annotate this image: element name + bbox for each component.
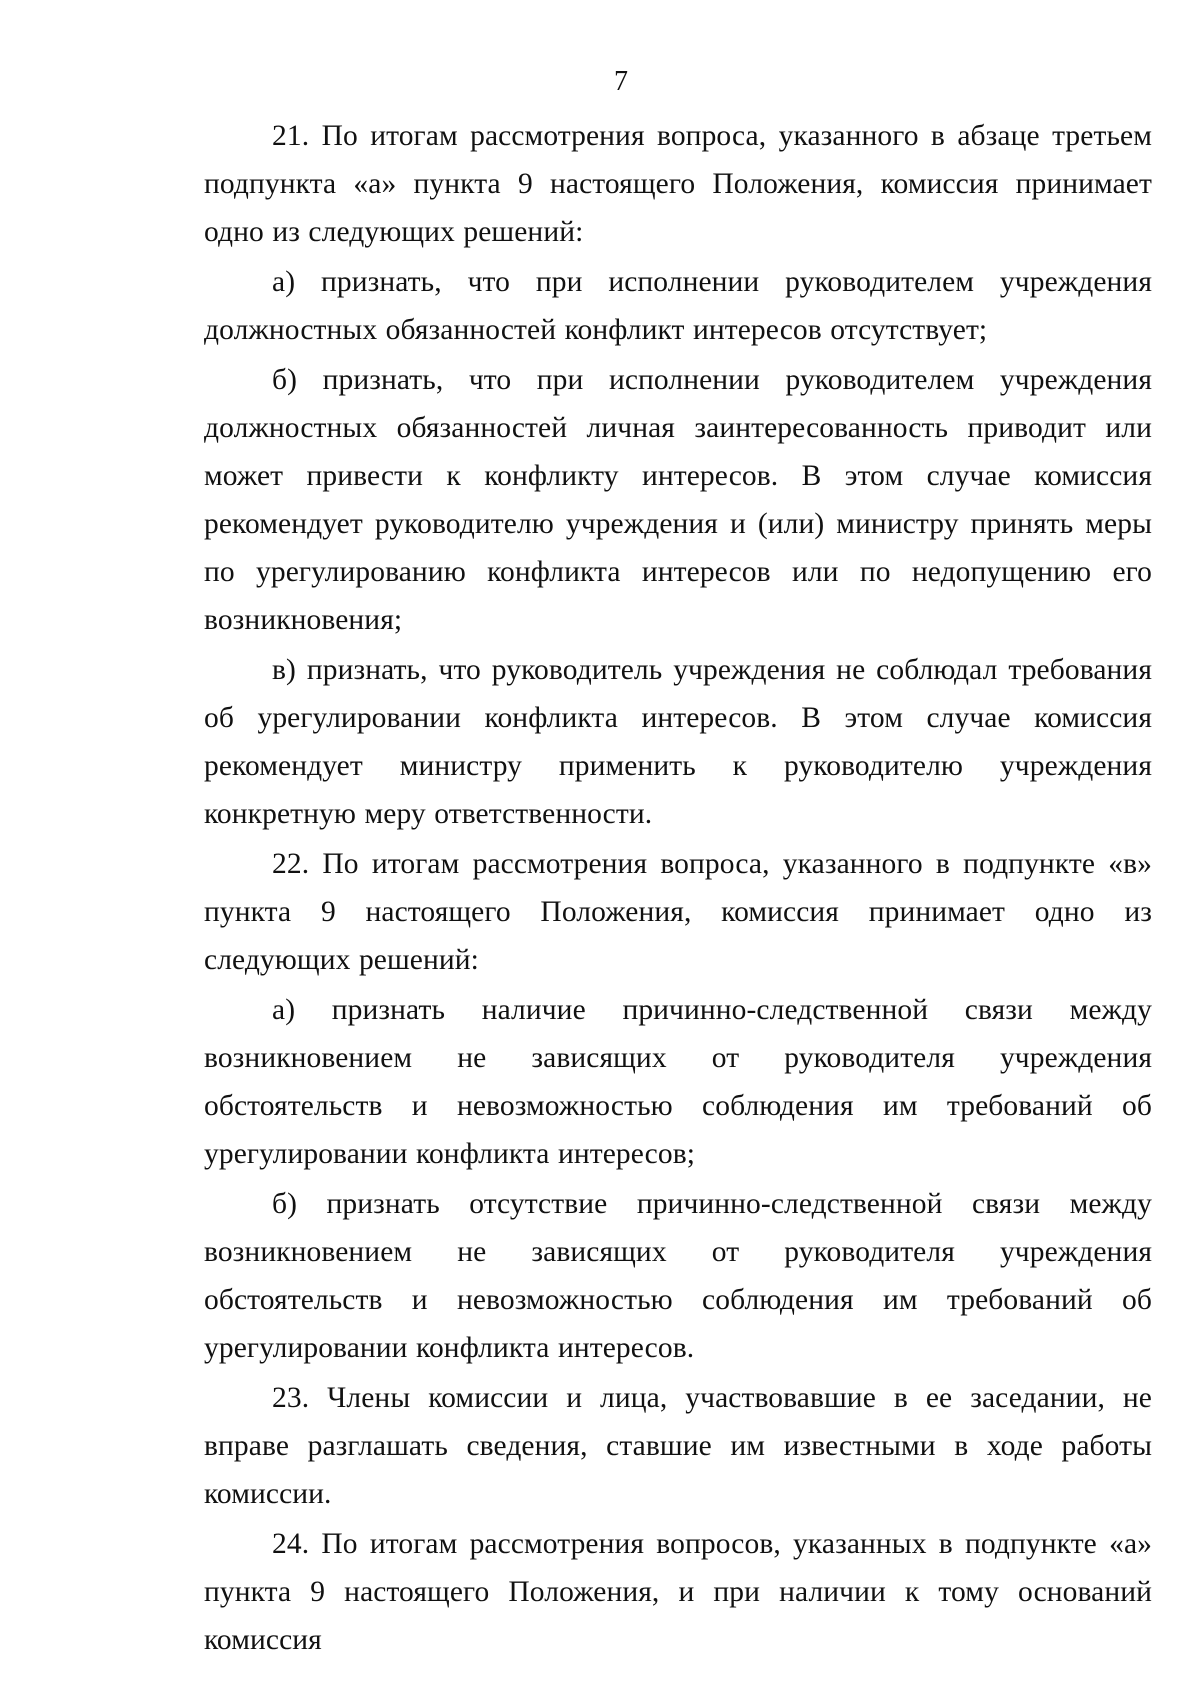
paragraph-22-b: б) признать отсутствие причинно-следственной связи между возникновением не зависящих от руководителя учреждения обстоятельств и невозможностью соблюдения им требований об урегулировании конфликта интересов. [204,1188,1152,1364]
paragraph-21-a: а) признать, что при исполнении руководителем учреждения должностных обязанностей конфликт интересов отсутствует; [204,266,1152,346]
paragraph-24: 24. По итогам рассмотрения вопросов, указанных в подпункте «а» пункта 9 настоящего Положения, и при наличии к тому оснований комиссия [204,1528,1152,1656]
document-body [204,112,1152,1666]
paragraph-21-b: б) признать, что при исполнении руководителем учреждения должностных обязанностей личная заинтересованность приводит или может привести к конфликту интересов. В этом случае комиссия рекомендует руководителю учреждения и (или) министру принять меры по урегулированию конфликта интересов или по недопущению его возникновения; [204,364,1152,636]
paragraph-22: 22. По итогам рассмотрения вопроса, указанного в подпункте «в» пункта 9 настоящего Положения, комиссия принимает одно из следующих решений: [204,848,1152,976]
paragraph-23: 23. Члены комиссии и лица, участвовавшие в ее заседании, не вправе разглашать сведения, ставшие им известными в ходе работы комиссии. [204,1382,1152,1510]
paragraph-22-a: а) признать наличие причинно-следственной связи между возникновением не зависящих от руководителя учреждения обстоятельств и невозможностью соблюдения им требований об урегулировании конфликта интересов; [204,994,1152,1170]
page-number: 7 [614,66,628,97]
paragraph-21: 21. По итогам рассмотрения вопроса, указанного в абзаце третьем подпункта «а» пункта 9 настоящего Положения, комиссия принимает одно из следующих решений: [204,120,1152,248]
paragraph-21-v: в) признать, что руководитель учреждения не соблюдал требования об урегулировании конфликта интересов. В этом случае комиссия рекомендует министру применить к руководителю учреждения конкретную меру ответственности. [204,654,1152,830]
